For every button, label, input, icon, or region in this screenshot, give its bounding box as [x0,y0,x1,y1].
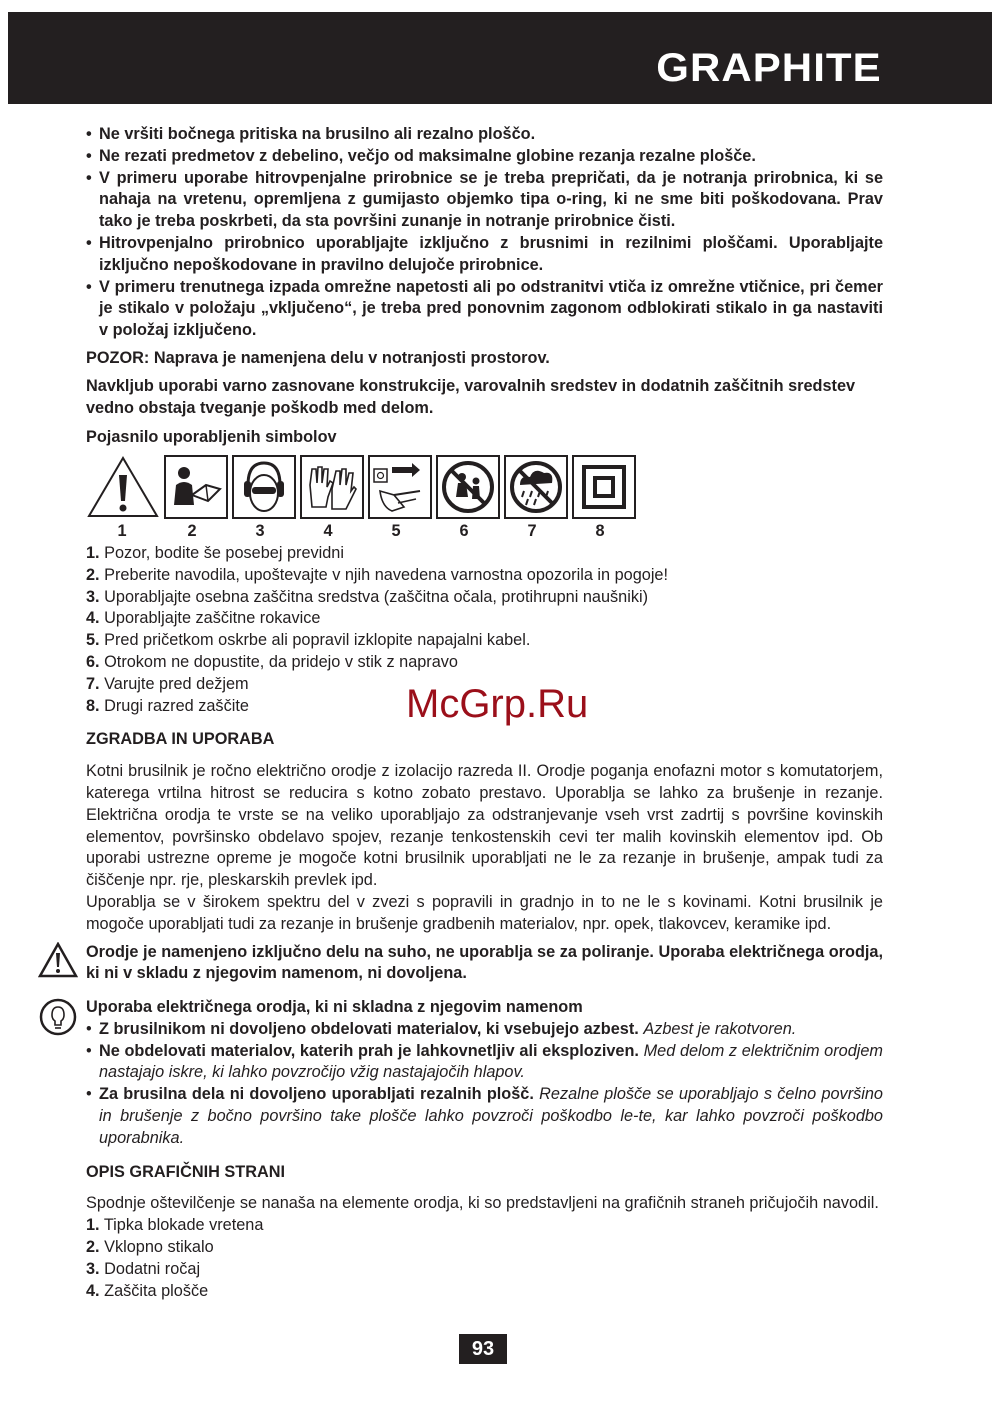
read-manual-icon [164,455,228,519]
symbol-numbers [86,521,883,543]
list-item: • Hitrovpenjalno prirobnico uporabljajte izključno z brusnimi in rezilnimi ploščami. Uporabljajte izključno nepoškodovane in pravilno delujoče prirobnice. [86,233,883,277]
misuse-block [86,997,883,1150]
gloves-icon [300,455,364,519]
section-paragraph: Uporablja se v širokem spektru del v zvezi s popravili in gradnjo in to ne le s kovinami. Kotni brusilnik je mogoče uporabljati tudi za rezanje in brušenje gradbenih materialov, npr. opek, tlakovcev, keramike ipd. [86,892,883,933]
symbol-number: 2 [187,522,197,541]
section-title-zgradba: ZGRADBA IN UPORABA [86,730,275,749]
symbol-number: 8 [595,522,605,541]
list-item: • Ne vršiti bočnega pritiska na brusilno ali rezalno ploščo. [86,124,883,146]
warning-triangle-icon [86,455,160,519]
safety-bullet-list [86,124,883,342]
list-item: 8. Drugi razred zaščite [86,696,249,715]
parts-list [86,1215,883,1302]
section-paragraph: Spodnje oštevilčenje se nanaša na elemente orodja, ki so predstavljeni na grafičnih straneh pričujočih navodil. [86,1194,879,1213]
misuse-list [86,1019,883,1150]
misuse-title: Uporaba električnega orodja, ki ni skladna z njegovim namenom [86,998,583,1017]
list-item: • Za brusilna dela ni dovoljeno uporabljati rezalnih plošč. Rezalne plošče se uporabljajo s čelno površino in brušenje z bočno površino take plošče lahko povzroči poškodbo le-te, kar lahko povzroči poškodbo uporabnika. [86,1084,883,1149]
list-item: 6. Otrokom ne dopustite, da pridejo v stik z napravo [86,652,458,671]
goggles-earmuffs-icon [232,455,296,519]
warning-text: Orodje je namenjeno izključno delu na suho, ne uporablja se za poliranje. Uporaba električnega orodja, ki ni v skladu z njegovim namenom, ni dovoljena. [86,942,883,983]
lightbulb-icon [38,997,78,1037]
no-children-icon [436,455,500,519]
list-item: 3. Uporabljajte osebna zaščitna sredstva (zaščitna očala, protihrupni naušniki) [86,587,649,606]
list-item: 7. Varujte pred dežjem [86,674,249,693]
symbol-number: 6 [459,522,469,541]
page-number: 93 [459,1334,507,1364]
list-item: 3. Dodatni ročaj [86,1259,201,1278]
warning-triangle-icon [38,942,78,978]
symbol-number: 7 [527,522,537,541]
list-item: 1. Tipka blokade vretena [86,1216,264,1235]
watermark: McGrp.Ru [406,682,589,726]
list-item: 1. Pozor, bodite še posebej previdni [86,543,344,562]
symbol-icons-row [86,455,883,519]
unplug-icon [368,455,432,519]
list-item: 2. Vklopno stikalo [86,1238,214,1257]
list-item: • Ne rezati predmetov z debelino, večjo od maksimalne globine rezanja rezalne plošče. [86,146,883,168]
section-paragraph: Kotni brusilnik je ročno električno orodje z izolacijo razreda II. Orodje poganja enofazni motor s komutatorjem, katerega vrtilna hitrost se reducira s kotno zobato prestavo. Uporablja se lahko za brušenje in rezanje. Električna orodja te vrste se na veliko uporabljajo za odstranjevanje vseh vrst zadrtij s površine kovinskih elementov, površinsko obdelavo spojev, rezanje tenkostenskih cevi ter malih kovinskih elementov ipd. Ob uporabi ustrezne opreme je mogoče kotni brusilnik uporabljati ne le za rezanje in brušenje, ampak tudi za čiščenje npr. rje, pleskarskih prevlek ipd. [86,762,883,890]
symbol-number: 4 [323,522,333,541]
list-item: 4. Uporabljajte zaščitne rokavice [86,609,321,628]
symbols-title: Pojasnilo uporabljenih simbolov [86,428,337,447]
list-item: 4. Zaščita plošče [86,1281,209,1300]
warning-block [86,942,883,986]
symbol-number: 1 [117,522,127,541]
list-item: • Ne obdelovati materialov, katerih prah je lahkovnetljiv ali eksploziven. Med delom z električnim orodjem nastajajo iskre, ki lahko povzročijo vžig nastajajočih hlapov. [86,1041,883,1085]
no-rain-icon [504,455,568,519]
list-item: • V primeru uporabe hitrovpenjalne prirobnice se je treba prepričati, da je notranja prirobnica, ki se nahaja na vretenu, opremljena z gumijasto objemko tipa o-ring, ki ne sme biti poškodovana. Prav tako je treba poskrbeti, da sta površini zunanje in notranje prirobnice čisti. [86,168,883,233]
symbol-number: 5 [391,522,401,541]
list-item: 2. Preberite navodila, upoštevajte v njih navedena varnostna opozorila in pogoje! [86,565,669,584]
list-item: • V primeru trenutnega izpada omrežne napetosti ali po odstranitvi vtiča iz omrežne vtičnice, pri čemer je stikalo v položaju „vključeno“, je treba pred ponovnim zagonom odblokirati stikalo in ga nastaviti v položaj izključeno. [86,277,883,342]
symbol-number: 3 [255,522,265,541]
section-title-opis: OPIS GRAFIČNIH STRANI [86,1162,286,1181]
list-item: 5. Pred pričetkom oskrbe ali popravil izklopite napajalni kabel. [86,631,531,650]
pozor-note: POZOR: Naprava je namenjena delu v notranjosti prostorov. [86,348,550,367]
risk-note: Navkljub uporabi varno zasnovane konstrukcije, varovalnih sredstev in dodatnih zaščitnih sredstev vedno obstaja tveganje poškodb med delom. [86,376,856,417]
list-item: • Z brusilnikom ni dovoljeno obdelovati materialov, ki vsebujejo azbest. Azbest je rakotvoren. [86,1019,883,1041]
class-ii-icon [572,455,636,519]
brand-logo: GRAPHITE [656,46,882,90]
page-header [8,12,992,104]
